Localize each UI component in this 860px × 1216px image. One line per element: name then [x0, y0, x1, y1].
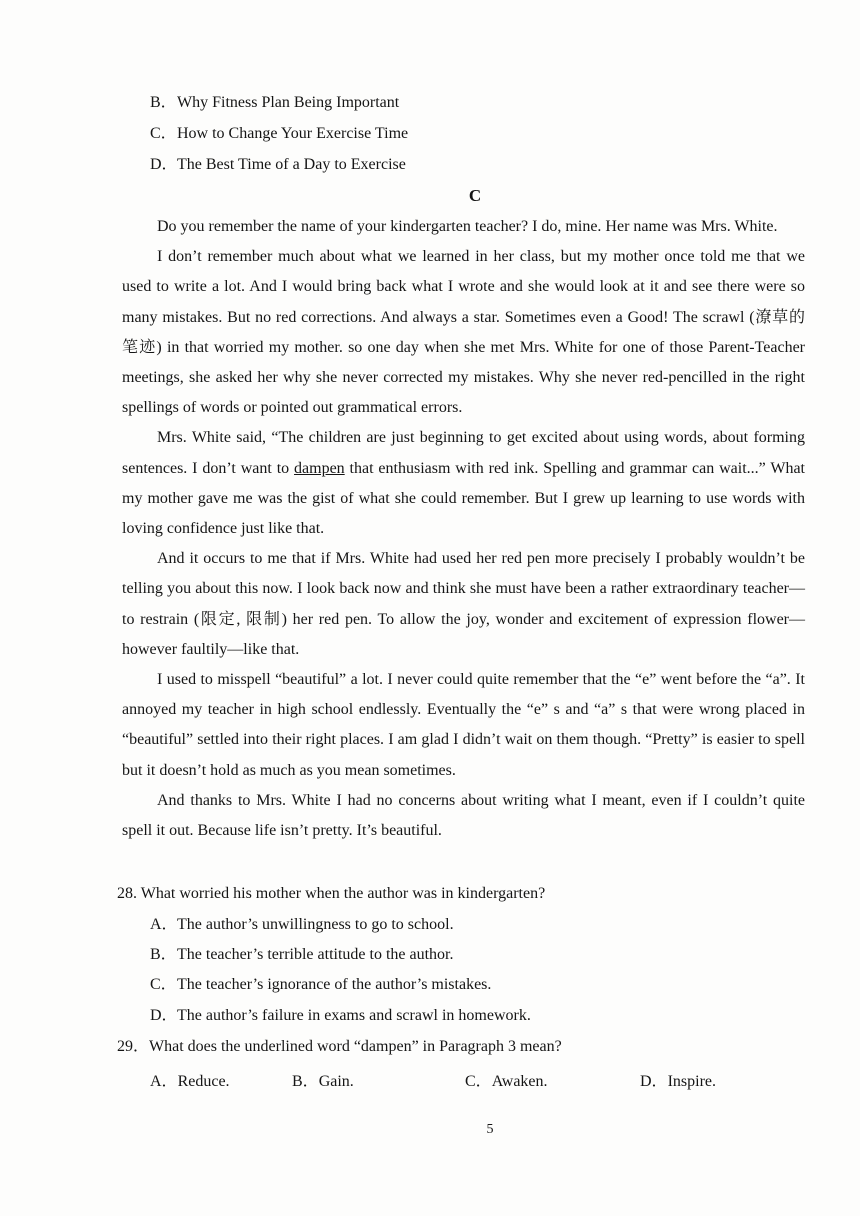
- option-letter: B．: [150, 946, 177, 963]
- prev-option-c: [150, 124, 408, 144]
- option-letter: B．: [292, 1073, 319, 1090]
- passage-paragraph-3: [122, 423, 805, 544]
- passage-paragraph-6: And thanks to Mrs. White I had no concerns about writing what I meant, even if I couldn’t quite spell it out. Because life isn’t pretty. It’s beautiful.: [122, 791, 805, 840]
- question-29: 29．What does the underlined word “dampen” in Paragraph 3 mean?: [117, 1038, 562, 1055]
- option-letter: D．: [640, 1073, 668, 1090]
- page-number: 5: [486, 1122, 494, 1137]
- option-letter: D．: [150, 156, 178, 173]
- q28-option-a: [150, 915, 454, 935]
- option-text: The author’s unwillingness to go to school.: [177, 916, 454, 933]
- q28-option-c: [150, 975, 491, 995]
- underlined-word: dampen: [294, 459, 345, 477]
- prev-option-d: [150, 155, 406, 175]
- q29-option-d: [640, 1068, 716, 1091]
- option-letter: A．: [150, 916, 178, 933]
- option-text: Why Fitness Plan Being Important: [177, 94, 400, 111]
- prev-option-b: [150, 93, 399, 113]
- question-28: 28. What worried his mother when the author was in kindergarten?: [117, 885, 546, 902]
- option-text: The Best Time of a Day to Exercise: [177, 156, 406, 173]
- option-letter: C．: [150, 976, 177, 993]
- option-letter: C．: [465, 1073, 492, 1090]
- option-letter: B．: [150, 94, 177, 111]
- option-text: The teacher’s terrible attitude to the author.: [177, 946, 454, 963]
- passage-paragraph-2: I don’t remember much about what we learned in her class, but my mother once told me that we used to write a lot. And I would bring back what I wrote and she would look at it and see there were so many mistakes. But no red corrections. And always a star. Sometimes even a Good! The scrawl (潦草的笔迹) in that worried my mother. so one day when she met Mrs. White for one of those Parent-Teacher meetings, she asked her why she never corrected my mistakes. Why she never red-pencilled in the right spellings of words or pointed out grammatical errors.: [122, 248, 805, 417]
- option-text: Reduce.: [177, 1073, 230, 1090]
- q29-options-row: [150, 1068, 790, 1090]
- passage-paragraph-4: And it occurs to me that if Mrs. White had used her red pen more precisely I probably wouldn’t be telling you about this now. I look back now and think she must have been a rather extraordinary teacher—to restrain (限定, 限制) her red pen. To allow the joy, wonder and excitement of expression flower—however faultily—like that.: [122, 550, 805, 658]
- option-text: Gain.: [318, 1073, 354, 1090]
- option-letter: D．: [150, 1007, 178, 1024]
- option-text: The author’s failure in exams and scrawl in homework.: [177, 1007, 531, 1024]
- paragraph-3-after: that enthusiasm with red ink. Spelling and grammar can wait...” What my mother gave me was the gist of what she could remember. But I grew up learning to use words with loving confidence just like that.: [122, 459, 805, 538]
- section-heading: C: [468, 186, 482, 205]
- option-text: Awaken.: [491, 1073, 548, 1090]
- option-text: The teacher’s ignorance of the author’s mistakes.: [177, 976, 492, 993]
- q29-option-c: [465, 1068, 548, 1091]
- paragraph-3-before: Mrs. White said, “The children are just beginning to get excited about using words, about forming sentences. I don’t want to: [122, 429, 805, 477]
- q28-option-b: [150, 945, 453, 965]
- reading-passage: [122, 212, 805, 846]
- option-text: How to Change Your Exercise Time: [177, 125, 409, 142]
- passage-paragraph-5: I used to misspell “beautiful” a lot. I never could quite remember that the “e” went before the “a”. It annoyed my teacher in high school endlessly. Eventually the “e” s and “a” s that were wrong placed in “beautiful” settled into their right places. I am glad I didn’t wait on them though. “Pretty” is easier to spell but it doesn’t hold as much as you mean sometimes.: [122, 671, 805, 779]
- option-letter: C．: [150, 125, 177, 142]
- q29-option-b: [292, 1068, 354, 1091]
- passage-paragraph-1: Do you remember the name of your kindergarten teacher? I do, mine. Her name was Mrs. White.: [157, 218, 778, 235]
- q29-option-a: [150, 1068, 230, 1091]
- option-text: Inspire.: [667, 1073, 716, 1090]
- option-letter: A．: [150, 1073, 178, 1090]
- q28-option-d: [150, 1006, 531, 1026]
